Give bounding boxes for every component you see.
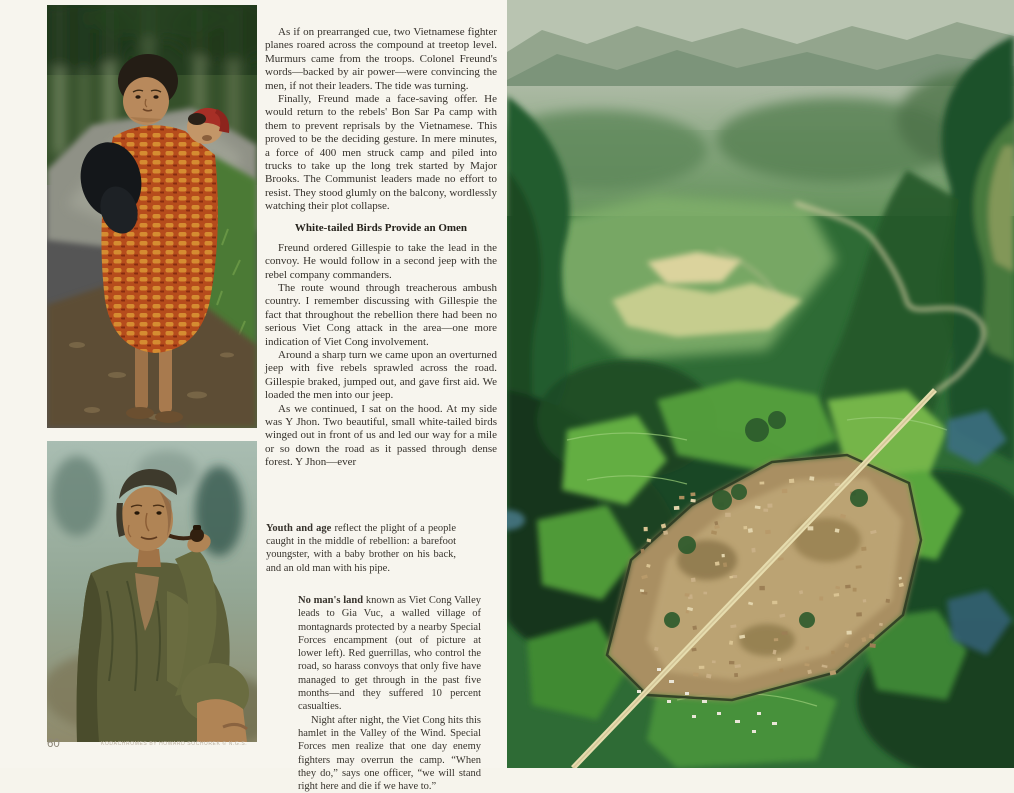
- article-text-column: [265, 26, 497, 470]
- caption-text: Night after night, the Viet Cong hits this hamlet in the Valley of the Wind. Special Forces men realize that one day enemy fighters may overrun the camp. “When they do,” says one officer, “we will stand right here and die if we have to.”: [298, 714, 481, 793]
- caption-no-mans-land: [298, 594, 481, 793]
- section-heading: White-tailed Birds Provide an Omen: [294, 221, 468, 234]
- article-paragraph: Freund ordered Gillespie to take the lead in the convoy. He would follow in a second jeep with the rebel company commanders.: [265, 241, 497, 281]
- article-paragraph: As we continued, I sat on the hood. At my side was Y Jhon. Two beautiful, small white-tailed birds winged out in front of us and led our way for a mile or so down the road as it passed through dense forest. Y Jhon—ever: [265, 402, 497, 469]
- old-man-illustration: [47, 441, 257, 742]
- caption-text: reflect the plight of a people caught in the middle of rebellion: a barefoot youngster, with a baby brother on his back, and an old man with his pipe.: [266, 523, 456, 574]
- caption-youth-and-age: [266, 522, 456, 575]
- aerial-valley-illustration: [507, 0, 1014, 768]
- page-number: 60: [47, 738, 60, 750]
- photo-boy-with-baby: [47, 5, 257, 428]
- article-paragraph: Around a sharp turn we came upon an overturned jeep with five rebels sprawled across the road. Gillespie braked, jumped out, and gave first aid. We loaded the men into our jeep.: [265, 348, 497, 402]
- photo-credit-line: KODACHROMES BY HOWARD SOCHUREK © N.G.S.: [101, 741, 248, 747]
- caption-text: known as Viet Cong Valley leads to Gia Vuc, a walled village of montagnards protected by a nearby Special Forces encampment (out of picture at lower left). Red guerrillas, who control the road, so harass convoys that only five have managed to get through in the past five months—and they suffered 10 percent casualties.: [298, 595, 481, 713]
- photo-viet-cong-valley: [507, 0, 1014, 768]
- boy-with-baby-illustration: [47, 5, 257, 428]
- photo-old-man-pipe: [47, 441, 257, 742]
- caption-lead-in: Youth and age: [266, 523, 332, 534]
- article-paragraph: Finally, Freund made a face-saving offer. He would return to the rebels' Bon Sar Pa camp with them to prevent reprisals by the Vietnamese. This proved to be the deciding gesture. In mere minutes, a force of 400 men struck camp and piled into trucks to take up the long trek started by Major Brooks. The Communist leaders made no effort to resist. They stood glumly on the balcony, wordlessly watching their plot collapse.: [265, 93, 497, 213]
- article-paragraph: As if on prearranged cue, two Vietnamese fighter planes roared across the compound at treetop level. Murmurs came from the troops. Colonel Freund's words—backed by air power—were convincing the men, if not their leaders. The tide was turning.: [265, 26, 497, 92]
- article-paragraph: The route wound through treacherous ambush country. I remember discussing with Gillespie the fact that throughout the rebellion there had been no serious Viet Cong attack in the area—one more indication of Viet Cong involvement.: [265, 281, 497, 348]
- caption-lead-in: No man's land: [298, 595, 364, 606]
